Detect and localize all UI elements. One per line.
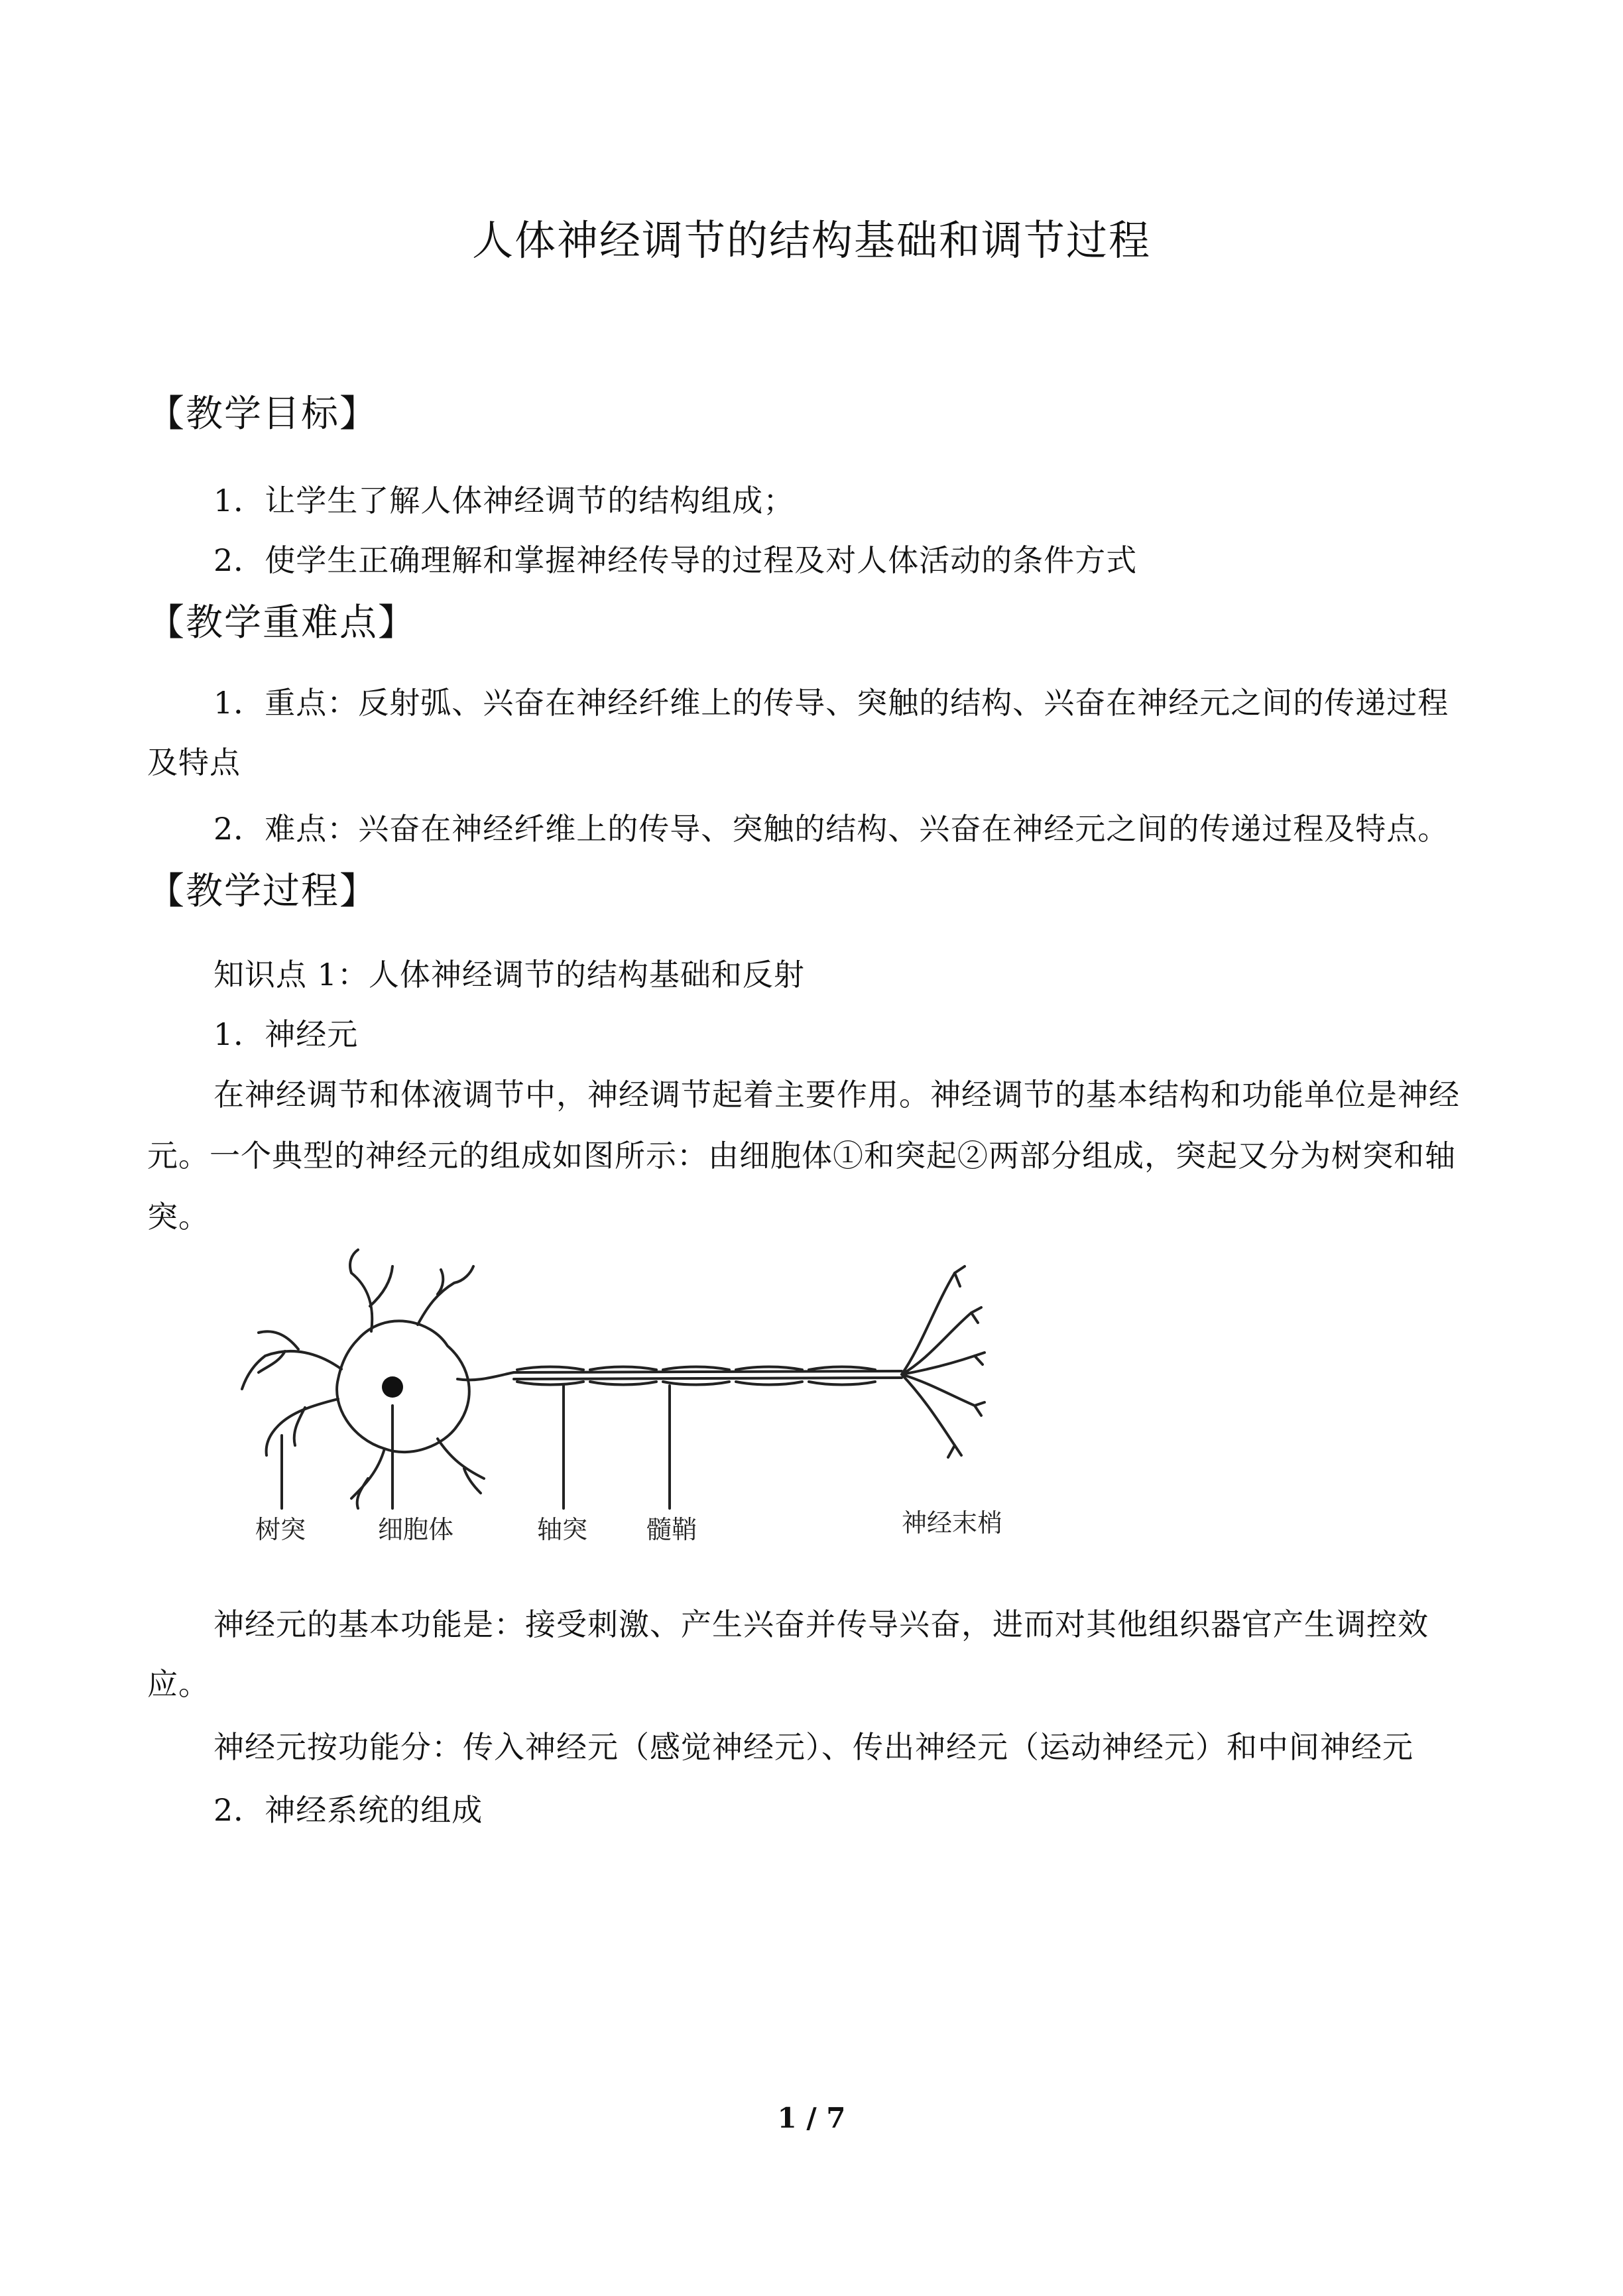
label-nerve-ending: 神经末梢	[902, 1508, 1003, 1538]
page-indicator: 1 / 7	[777, 2102, 846, 2134]
heading-objectives: 【教学目标】	[147, 393, 378, 436]
nucleus-dot	[382, 1376, 403, 1398]
document-title: 人体神经调节的结构基础和调节过程	[471, 216, 1151, 265]
knowledge-point-1: 知识点 1：人体神经调节的结构基础和反射	[213, 957, 805, 993]
key-point-item-2: 2．难点：兴奋在神经纤维上的传导、突触的结构、兴奋在神经元之间的传递过程及特点。	[213, 811, 1449, 847]
label-dendrite: 树突	[255, 1515, 306, 1544]
objective-item-1: 1．让学生了解人体神经调节的结构组成；	[213, 483, 795, 518]
label-axon: 轴突	[537, 1515, 588, 1544]
paragraph-neuron-function: 神经元的基本功能是：接受刺激、产生兴奋并传导兴奋，进而对其他组织器官产生调控效应。	[147, 1606, 1429, 1702]
neuron-diagram	[219, 1246, 1034, 1558]
subheading-neuron: 1．神经元	[213, 1016, 359, 1052]
objective-item-2: 2．使学生正确理解和掌握神经传导的过程及对人体活动的条件方式	[213, 542, 1138, 578]
key-point-item-1: 1．重点：反射弧、兴奋在神经纤维上的传导、突触的结构、兴奋在神经元之间的传递过程及特点	[147, 685, 1449, 780]
label-cell-body: 细胞体	[378, 1515, 454, 1544]
paragraph-neuron-classification: 神经元按功能分：传入神经元（感觉神经元）、传出神经元（运动神经元）和中间神经元	[213, 1729, 1413, 1765]
heading-key-points: 【教学重难点】	[147, 601, 416, 644]
subheading-nervous-system: 2．神经系统的组成	[213, 1792, 483, 1828]
label-myelin: 髓鞘	[646, 1515, 697, 1544]
paragraph-neuron-intro: 在神经调节和体液调节中，神经调节起着主要作用。神经调节的基本结构和功能单位是神经元。一个典型的神经元的组成如图所示：由细胞体①和突起②两部分组成，突起又分为树突和轴突。	[147, 1077, 1460, 1235]
heading-process: 【教学过程】	[147, 870, 378, 913]
